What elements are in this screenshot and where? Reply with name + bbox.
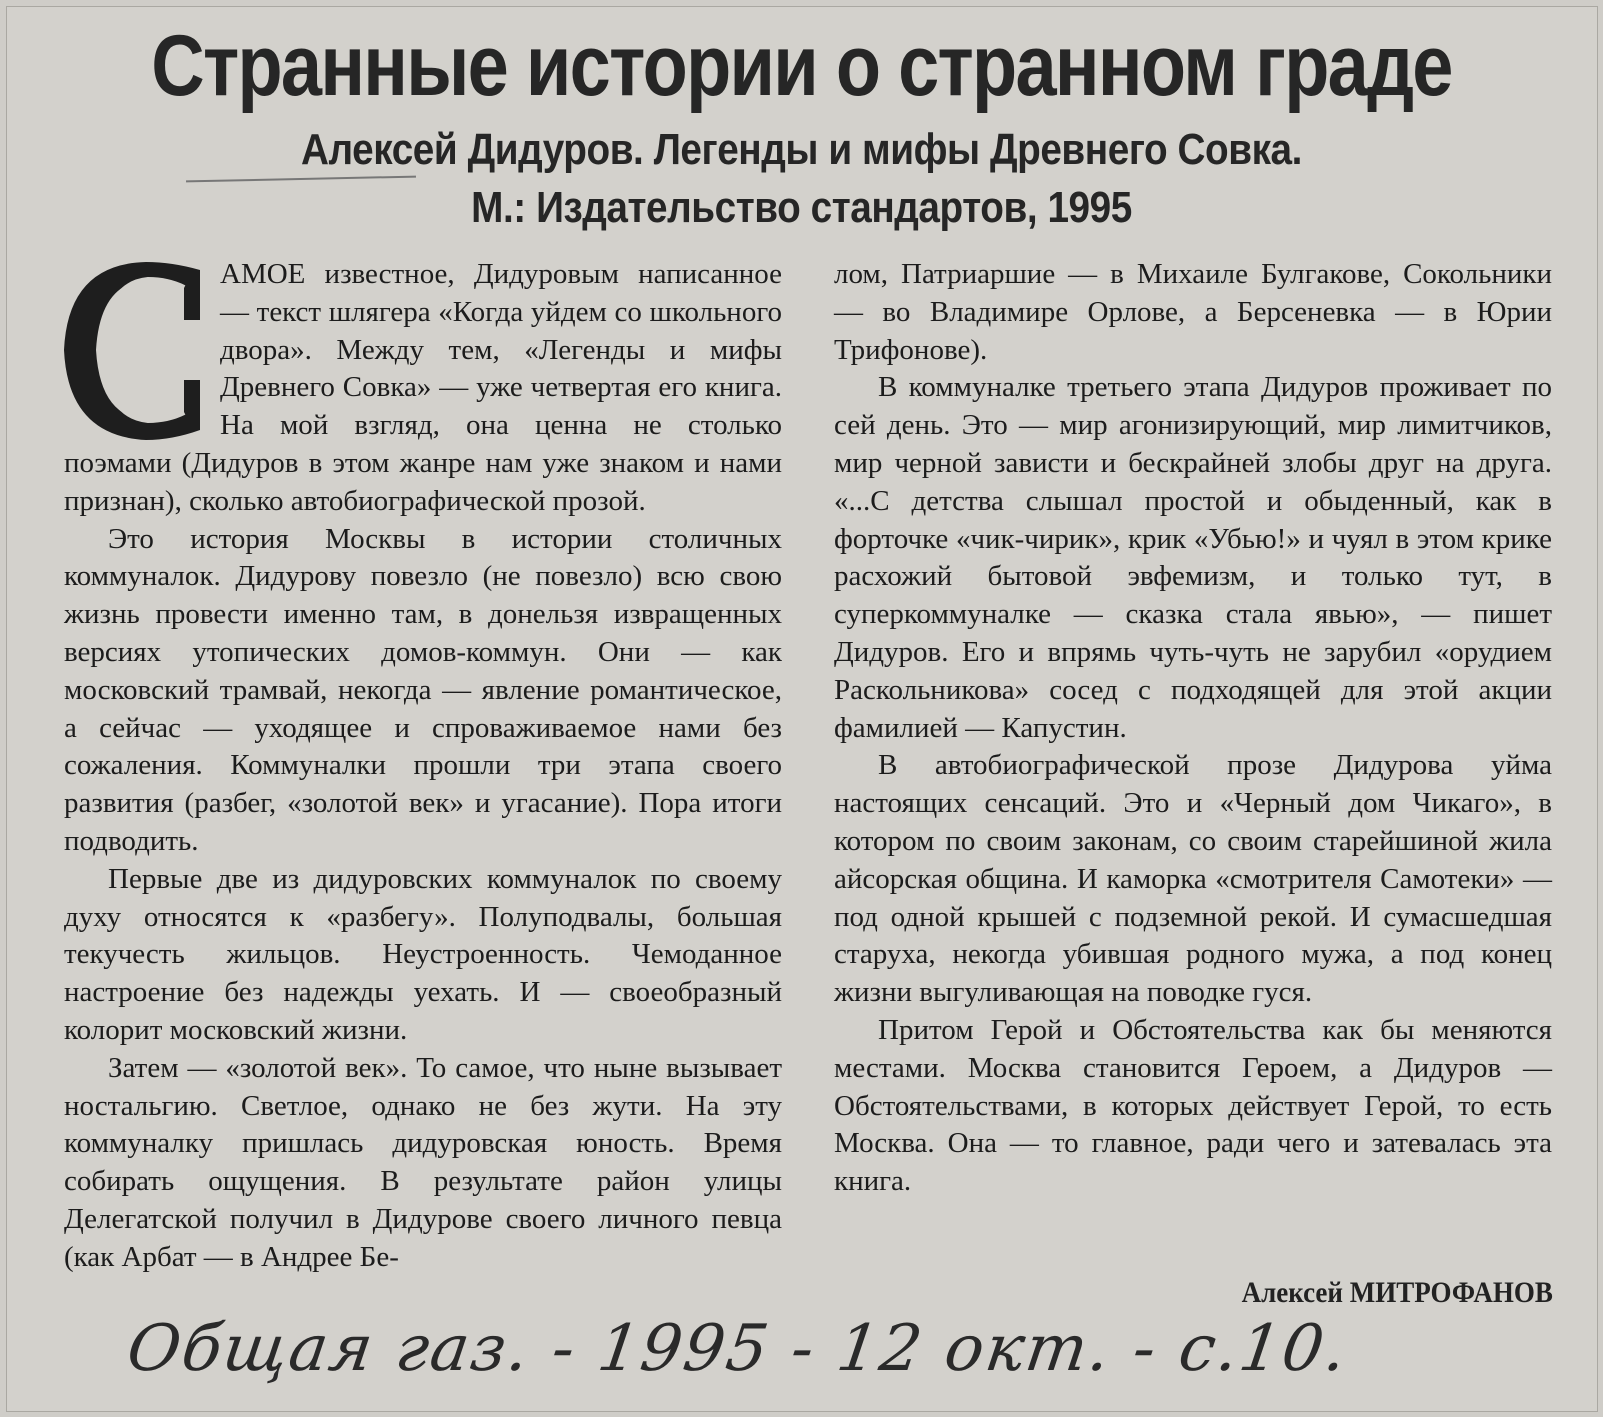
paragraph: лом, Патриаршие — в Михаиле Булгакове, Сокольники — во Владимире Орлове, а Берсеневка — в Юрии Трифонове). (834, 258, 1552, 366)
paragraph-text: АМОЕ известное, Дидуровым написанное — текст шлягера «Когда уйдем со школьного двора». Между тем, «Легенды и мифы Древнего Совка» — уже четвертая его книга. На мой взгляд, она ценна не столько поэмами (Дидуров в этом жанре нам уже знаком и нами признан), сколько автобиографической прозой. (64, 258, 782, 517)
handwritten-source-note: Общая газ. - 1995 - 12 окт. - с.10. (122, 1312, 1353, 1386)
author-byline: Алексей МИТРОФАНОВ (1241, 1276, 1553, 1309)
subheadline-publisher: М.: Издательство стандартов, 1995 (471, 183, 1132, 232)
paragraph: Притом Герой и Обстоятельства как бы меняются местами. Москва становится Героем, а Дидуров — Обстоятельствами, в которых действует Герой, то есть Москва. Она — то главное, ради чего и затевалась эта книга. (834, 1013, 1552, 1198)
paragraph: Первые две из дидуровских коммуналок по своему духу относятся к «разбегу». Полуподвалы, большая текучесть жильцов. Неустроенность. Чемоданное настроение без надежды уехать. И — своеобразный колорит московский жизни. (64, 862, 782, 1046)
article-column-2 (834, 256, 1552, 1201)
paragraph: Затем — «золотой век». То самое, что ныне вызывает ностальгию. Светлое, однако не без жути. На эту коммуналку пришлась дидуровская юность. Время собирать ощущения. В результате район улицы Делегатской получил в Дидурове своего личного певца (как Арбат — в Андрее Бе- (64, 1051, 782, 1273)
headline: Странные истории о странном граде (151, 18, 1452, 114)
paragraph: В автобиографической прозе Дидурова уйма настоящих сенсаций. Это и «Черный дом Чикаго», в котором по своим законам, со своим старейшиной жила айсорская община. И каморка «смотрителя Самотеки» — под одной крышей с подземной рекой. И сумасшедшая старуха, некогда убившая родного мужа, а под конец жизни выгуливающая на поводке гуся. (834, 749, 1552, 1009)
paragraph (64, 256, 782, 521)
paragraph: Это история Москвы в истории столичных коммуналок. Дидурову повезло (не повезло) всю свою жизнь провести именно там, в донельзя извращенных версиях утопических домов-коммун. Они — как московский трамвай, некогда — явление романтическое, а сейчас — уходящее и спроваживаемое нами без сожаления. Коммуналки прошли три этапа своего развития (разбег, «золотой век» и угасание). Пора итоги подводить. (64, 522, 782, 857)
dropcap-letter-graphic (60, 260, 210, 440)
article-column-1 (64, 256, 782, 1277)
paragraph: В коммуналке третьего этапа Дидуров проживает по сей день. Это — мир агонизирующий, мир лимитчиков, мир черной зависти и бескрайней злобы друг на друга. «...С детства слышал простой и обыденный, как в форточке «чик-чирик», крик «Убью!» и чуял в этом крике расхожий бытовой эвфемизм, и только тут, в суперкоммуналке — сказка стала явью», — пишет Дидуров. Его и впрямь чуть-чуть не зарубил «орудием Раскольникова» сосед с подходящей для этой акции фамилией — Капустин. (834, 371, 1552, 744)
dropcap (60, 256, 212, 442)
subheadline-book-title: Алексей Дидуров. Легенды и мифы Древнего Совка. (301, 125, 1302, 174)
